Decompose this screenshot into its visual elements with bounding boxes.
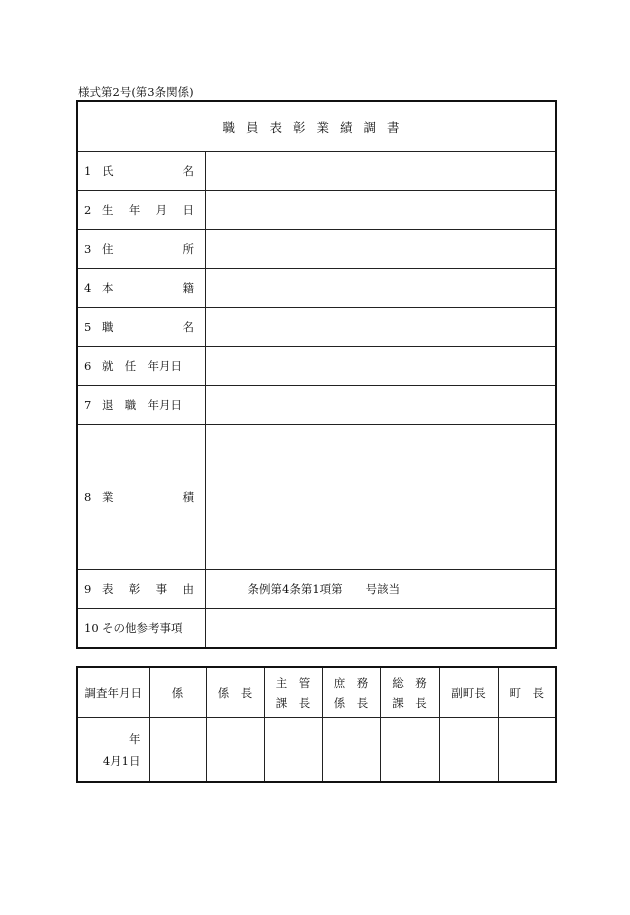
field-label-text xyxy=(102,241,194,257)
header-line: 係 長 xyxy=(333,695,369,710)
label-char: 住 xyxy=(102,242,114,256)
date-month-day: 4月1日 xyxy=(102,753,141,768)
header-line: 調査年月日 xyxy=(84,685,142,700)
label-char: 職 xyxy=(102,320,114,334)
field-label xyxy=(77,230,205,269)
field-number: 6 xyxy=(84,359,92,373)
field-value[interactable] xyxy=(205,347,556,386)
approval-header-cell xyxy=(264,667,322,718)
field-label xyxy=(77,269,205,308)
field-label-text xyxy=(102,280,194,296)
header-line: 課 長 xyxy=(275,695,311,710)
field-label-text xyxy=(102,581,194,597)
commendation-record-table xyxy=(76,100,557,649)
record-row-5 xyxy=(77,308,556,347)
record-row-3 xyxy=(77,230,556,269)
field-label-text xyxy=(102,489,194,505)
field-number: 7 xyxy=(84,398,92,412)
field-value[interactable] xyxy=(205,230,556,269)
label-char: 就 xyxy=(102,359,114,373)
field-value[interactable] xyxy=(205,269,556,308)
approval-table xyxy=(76,666,557,783)
field-value[interactable] xyxy=(205,425,556,570)
label-char: 名 xyxy=(182,320,194,334)
record-row-7 xyxy=(77,386,556,425)
approval-header-cell xyxy=(498,667,556,718)
label-char: 積 xyxy=(182,490,194,504)
field-value[interactable] xyxy=(205,152,556,191)
field-value[interactable]: 条例第4条第1項第 号該当 xyxy=(205,570,556,609)
field-number: 8 xyxy=(84,490,92,504)
field-label-text xyxy=(102,202,194,218)
approval-stamp-cell[interactable] xyxy=(498,718,556,783)
header-line: 庶 務 xyxy=(333,675,369,690)
approval-header-cell xyxy=(206,667,264,718)
label-char: 職 xyxy=(124,398,137,412)
header-line: 副町長 xyxy=(451,685,486,700)
approval-stamp-cell[interactable] xyxy=(264,718,322,783)
date-year: 年 xyxy=(129,731,141,746)
field-value[interactable] xyxy=(205,609,556,649)
approval-header-cell xyxy=(322,667,380,718)
header-line: 課 長 xyxy=(392,695,427,710)
field-number: 2 xyxy=(84,203,92,217)
label-char: 業 xyxy=(102,490,114,504)
field-number: 9 xyxy=(84,582,92,596)
header-line: 総 務 xyxy=(392,675,427,690)
field-label xyxy=(77,570,205,609)
record-row-1 xyxy=(77,152,556,191)
approval-header-cell xyxy=(439,667,498,718)
form-title: 職員表彰業績調書 xyxy=(77,101,556,152)
label-char: 籍 xyxy=(182,281,194,295)
record-row-6 xyxy=(77,347,556,386)
label-char: その他参考事項 xyxy=(102,621,183,635)
title-row xyxy=(77,101,556,152)
record-row-10 xyxy=(77,609,556,649)
field-label-text xyxy=(102,358,182,374)
field-value[interactable] xyxy=(205,386,556,425)
header-line: 係 長 xyxy=(217,685,253,700)
form-label: 様式第2号(第3条関係) xyxy=(78,85,194,99)
approval-stamp-cell[interactable] xyxy=(439,718,498,783)
survey-date-cell[interactable] xyxy=(77,718,149,783)
label-char: 生 xyxy=(102,203,114,217)
label-char: 年月日 xyxy=(147,359,182,373)
field-label xyxy=(77,308,205,347)
record-row-2 xyxy=(77,191,556,230)
field-label-text xyxy=(102,397,182,413)
header-line: 主 管 xyxy=(275,675,311,690)
field-number: 10 xyxy=(84,621,99,635)
field-label xyxy=(77,609,205,649)
header-line: 町 長 xyxy=(509,685,544,700)
label-char: 彰 xyxy=(128,582,141,596)
field-label xyxy=(77,191,205,230)
field-label-text xyxy=(102,620,183,636)
approval-header-cell xyxy=(380,667,439,718)
label-char: 名 xyxy=(182,164,194,178)
approval-header-row xyxy=(77,667,556,718)
approval-stamp-cell[interactable] xyxy=(322,718,380,783)
approval-header-cell xyxy=(77,667,149,718)
field-number: 1 xyxy=(84,164,92,178)
field-label xyxy=(77,425,205,570)
label-char: 任 xyxy=(124,359,137,373)
field-label xyxy=(77,347,205,386)
label-char: 年月日 xyxy=(147,398,182,412)
field-number: 5 xyxy=(84,320,92,334)
field-label xyxy=(77,152,205,191)
label-char: 氏 xyxy=(102,164,114,178)
field-label-text xyxy=(102,163,194,179)
approval-header-cell xyxy=(149,667,206,718)
label-char: 日 xyxy=(182,203,194,217)
field-number: 3 xyxy=(84,242,92,256)
approval-stamp-cell[interactable] xyxy=(380,718,439,783)
label-char: 本 xyxy=(102,281,114,295)
approval-body-row xyxy=(77,718,556,783)
field-value[interactable] xyxy=(205,308,556,347)
field-number: 4 xyxy=(84,281,92,295)
label-char: 退 xyxy=(102,398,114,412)
record-row-9 xyxy=(77,570,556,609)
label-char: 所 xyxy=(182,242,194,256)
label-char: 月 xyxy=(155,203,168,217)
approval-stamp-cell[interactable] xyxy=(206,718,264,783)
field-label xyxy=(77,386,205,425)
label-char: 年 xyxy=(128,203,141,217)
label-char: 事 xyxy=(155,582,168,596)
field-value[interactable] xyxy=(205,191,556,230)
field-label-text xyxy=(102,319,194,335)
approval-stamp-cell[interactable] xyxy=(149,718,206,783)
label-char: 表 xyxy=(102,582,114,596)
record-row-8 xyxy=(77,425,556,570)
label-char: 由 xyxy=(182,582,194,596)
record-row-4 xyxy=(77,269,556,308)
header-line: 係 xyxy=(171,685,184,700)
